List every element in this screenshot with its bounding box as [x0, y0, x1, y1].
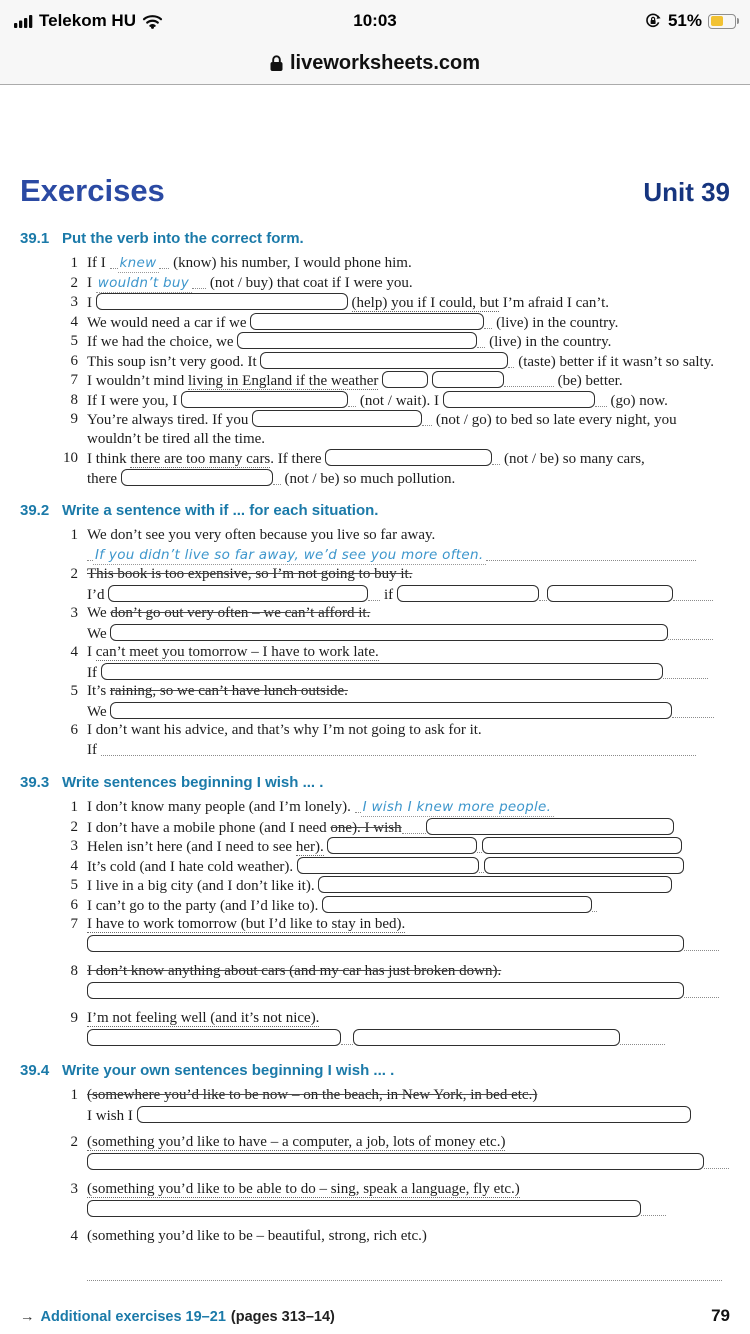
text-segment: raining, so we can’t have lunch outside. [109, 683, 348, 699]
exercise-item [20, 526, 730, 565]
text-segment: If we had the choice, we [87, 334, 238, 350]
answer-input-box[interactable] [432, 371, 504, 388]
handwritten-answer: knew [118, 255, 160, 273]
text-segment: If I were you, I [87, 392, 182, 409]
text-segment: I don’t know anything about cars (and my car has just broken down). [87, 963, 502, 979]
answer-input-box[interactable] [250, 313, 484, 330]
exercise-item [20, 391, 730, 411]
item-content [87, 565, 730, 604]
page-heading-row [20, 173, 730, 209]
item-number: 5 [70, 877, 78, 893]
answer-input-box[interactable] [252, 410, 422, 427]
item-line [87, 663, 730, 683]
item-content [87, 682, 730, 721]
item-number: 3 [70, 605, 78, 621]
answer-input-box[interactable] [96, 293, 348, 310]
text-segment: (something you’d like to be – beautiful, strong, rich etc.) [87, 1228, 427, 1244]
item-line [87, 1153, 730, 1173]
text-segment: (know) his number, I would phone him. [169, 255, 412, 271]
item-line [87, 546, 730, 566]
answer-input-box[interactable] [482, 837, 682, 854]
item-content [87, 857, 730, 877]
item-content [87, 915, 730, 954]
item-content [87, 896, 730, 916]
item-line [87, 837, 730, 857]
item-line [87, 430, 730, 450]
exercise-item [20, 274, 730, 294]
item-content [87, 721, 730, 760]
item-line [87, 371, 730, 391]
item-number: 2 [70, 1134, 78, 1150]
text-segment: I don’t know many people (and I’m lonely). [87, 799, 355, 815]
item-number: 7 [70, 372, 78, 388]
text-segment: (not / go) to bed so late every night, you [432, 412, 677, 428]
item-line [87, 352, 730, 372]
answer-input-box[interactable] [297, 857, 479, 874]
rotation-lock-icon [644, 12, 662, 30]
item-line [87, 1009, 730, 1029]
item-number: 6 [70, 722, 78, 738]
item-line [87, 1133, 730, 1153]
answer-input-box[interactable] [108, 585, 368, 602]
dotted-answer-line [704, 1155, 729, 1169]
text-segment: It’s [87, 683, 110, 699]
item-number: 1 [70, 799, 78, 815]
exercise-item [20, 604, 730, 643]
arrow-icon: → [20, 1308, 35, 1325]
text-segment: one). I wish [330, 819, 402, 836]
item-content [87, 1227, 730, 1286]
answer-input-box[interactable] [110, 702, 672, 719]
exercise-item [20, 643, 730, 682]
exercise-item [20, 1227, 730, 1286]
worksheet-page [0, 85, 750, 1334]
item-number: 1 [70, 1087, 78, 1103]
unit-label: Unit 39 [643, 177, 730, 207]
exercise-item [20, 332, 730, 352]
dotted-answer-line [592, 898, 597, 912]
item-line [87, 702, 730, 722]
answer-input-box[interactable] [87, 982, 684, 999]
text-segment: (something you’d like to be able to do – sing, speak a language, fly etc.) [87, 1181, 520, 1197]
handwritten-answer: I wish I knew more people. [361, 799, 555, 817]
text-segment: I wish I [87, 1107, 137, 1124]
battery-percent-label: 51% [667, 11, 702, 30]
sections [20, 229, 730, 1286]
answer-input-box[interactable] [137, 1106, 691, 1123]
dotted-answer-line [341, 1031, 353, 1045]
page-title: Exercises [20, 173, 165, 208]
item-line [87, 254, 730, 274]
item-line [87, 798, 730, 818]
answer-input-box[interactable] [87, 1200, 641, 1217]
exercise-item [20, 352, 730, 372]
text-segment: If [87, 741, 101, 758]
exercise-item [20, 293, 730, 313]
answer-input-box[interactable] [484, 857, 684, 874]
item-number: 4 [70, 857, 78, 874]
section-number: 39.2 [20, 502, 50, 519]
answer-input-box[interactable] [101, 663, 663, 680]
item-content [87, 274, 730, 294]
item-line [87, 410, 730, 430]
exercise-item [20, 371, 730, 391]
item-line [87, 741, 730, 761]
text-segment: (taste) better if it wasn’t so salty. [514, 353, 715, 370]
exercise-item [20, 1133, 730, 1172]
dotted-answer-line [159, 255, 169, 269]
battery-nub [737, 18, 740, 24]
status-bar [0, 0, 750, 42]
section-header [20, 773, 730, 793]
item-content [87, 1009, 730, 1048]
item-line [87, 915, 730, 935]
text-segment: (live) in the country. [492, 314, 619, 331]
text-segment: I [87, 644, 96, 660]
item-content [87, 391, 730, 411]
item-line [87, 565, 730, 585]
exercise-item [20, 915, 730, 954]
text-segment: You’re always tired. If you [87, 412, 253, 428]
item-number: 2 [70, 818, 78, 835]
text-segment: (something you’d like to have – a computer, a job, lots of money etc.) [87, 1134, 506, 1150]
text-segment: (go) now. [606, 392, 668, 409]
item-number: 4 [70, 644, 78, 660]
signal-strength-icon [14, 15, 33, 28]
handwritten-answer: If you didn’t live so far away, we’d see you more often. [93, 547, 486, 565]
item-line [87, 1266, 730, 1286]
text-segment: there [87, 470, 121, 487]
answer-input-box[interactable] [547, 585, 673, 602]
section-title: Write your own sentences beginning I wish ... . [62, 1062, 395, 1079]
item-line [87, 1086, 730, 1106]
dotted-answer-line [87, 1267, 722, 1281]
text-segment: If I [87, 255, 110, 271]
item-number: 4 [70, 1228, 78, 1244]
item-line [87, 896, 730, 916]
answer-input-box[interactable] [110, 624, 668, 641]
item-line [87, 876, 730, 896]
item-content [87, 604, 730, 643]
text-segment: I live in a big city (and I don’t like it). [87, 878, 319, 894]
exercise-item [20, 1180, 730, 1219]
item-line [87, 293, 730, 313]
item-content [87, 293, 730, 313]
item-line [87, 449, 730, 469]
answer-input-box[interactable] [260, 352, 508, 369]
text-segment: It’s cold (and I hate cold weather). [87, 858, 297, 875]
text-segment: I think [87, 451, 131, 467]
exercise-item [20, 1009, 730, 1048]
dotted-answer-line [402, 820, 426, 834]
exercise-item [20, 565, 730, 604]
item-content [87, 332, 730, 352]
exercise-item [20, 449, 730, 488]
text-segment: (be) better. [553, 373, 623, 389]
exercise-item [20, 410, 730, 449]
text-segment: there are too many cars [130, 451, 271, 467]
dotted-answer-line [663, 665, 708, 679]
section-title: Write sentences beginning I wish ... . [62, 774, 324, 791]
dotted-answer-line [422, 412, 432, 426]
item-line [87, 1227, 730, 1247]
text-segment: I don’t want his advice, and that’s why I’m not going to ask for it. [87, 722, 482, 738]
item-content [87, 371, 730, 391]
item-content [87, 962, 730, 1001]
section-title: Put the verb into the correct form. [62, 230, 304, 247]
exercise-section [20, 501, 730, 760]
text-segment: . If there [270, 451, 326, 467]
item-number: 7 [70, 916, 78, 932]
item-number: 10 [63, 450, 78, 466]
item-number: 1 [70, 255, 78, 271]
text-segment: (live) in the country. [485, 334, 612, 350]
dotted-answer-line [684, 937, 719, 951]
answer-input-box[interactable] [87, 1153, 704, 1170]
item-number: 9 [70, 1010, 78, 1026]
item-content [87, 313, 730, 333]
text-segment: can’t meet you tomorrow – I have to work late. [95, 644, 379, 660]
clock: 10:03 [353, 11, 397, 30]
status-left [14, 11, 163, 31]
item-number: 4 [70, 313, 78, 330]
additional-exercises-link[interactable]: Additional exercises 19–21 [40, 1308, 226, 1325]
dotted-answer-line [684, 984, 719, 998]
text-segment: We [87, 605, 111, 621]
item-line [87, 585, 730, 605]
answer-input-box[interactable] [237, 332, 477, 349]
page-footer [20, 1306, 730, 1326]
exercise-item [20, 798, 730, 818]
answer-input-box[interactable] [87, 1029, 341, 1046]
item-line [87, 962, 730, 982]
item-content [87, 1133, 730, 1172]
https-lock-icon [270, 55, 283, 72]
item-content [87, 410, 730, 449]
item-number: 1 [70, 527, 78, 543]
address-bar[interactable] [0, 42, 750, 85]
text-segment: This soup isn’t very good. It [87, 353, 261, 370]
carrier-label: Telekom HU [39, 11, 136, 30]
item-line [87, 469, 730, 489]
text-segment: (help) you if I could, but [351, 295, 499, 311]
text-segment: (not / buy) that coat if I were you. [206, 274, 413, 291]
item-content [87, 1180, 730, 1219]
item-number: 8 [70, 963, 78, 979]
item-content [87, 643, 730, 682]
exercise-item [20, 254, 730, 274]
item-content [87, 798, 730, 818]
item-line [87, 1029, 730, 1049]
text-segment: I’m afraid I can’t. [498, 295, 610, 311]
answer-input-box[interactable] [327, 837, 477, 854]
answer-input-box[interactable] [382, 371, 428, 388]
section-title: Write a sentence with if ... for each situation. [62, 502, 379, 519]
text-segment: I don’t have a mobile phone (and I need [87, 819, 331, 836]
section-header [20, 229, 730, 249]
item-number: 3 [70, 1181, 78, 1197]
exercise-item [20, 962, 730, 1001]
battery-icon [708, 14, 736, 29]
item-number: 3 [70, 838, 78, 854]
item-number: 9 [70, 411, 78, 427]
item-line [87, 1106, 730, 1126]
text-segment: I [87, 274, 96, 291]
text-segment: I’d [87, 586, 109, 603]
text-segment: We would need a car if we [87, 314, 251, 331]
item-line [87, 643, 730, 663]
answer-input-box[interactable] [318, 876, 672, 893]
item-number: 8 [70, 391, 78, 408]
status-right [644, 11, 736, 31]
text-segment: don’t go out very often – we can’t afford it. [110, 605, 371, 621]
text-segment: (not / wait). I [356, 392, 443, 409]
text-segment: I wouldn’t mind [87, 373, 188, 389]
item-line [87, 624, 730, 644]
exercise-item [20, 837, 730, 857]
exercise-section [20, 773, 730, 1048]
dotted-answer-line [504, 373, 554, 387]
exercise-section [20, 229, 730, 488]
item-number: 3 [70, 294, 78, 310]
item-content [87, 449, 730, 488]
item-number: 5 [70, 683, 78, 699]
exercise-item [20, 876, 730, 896]
text-segment: I can’t go to the party (and I’d like to). [87, 897, 323, 914]
exercise-item [20, 818, 730, 838]
item-content [87, 254, 730, 274]
section-header [20, 501, 730, 521]
item-line [87, 982, 730, 1002]
text-segment: Helen isn’t here (and I need to see [87, 839, 296, 855]
exercise-item [20, 682, 730, 721]
item-line [87, 1180, 730, 1200]
item-content [87, 352, 730, 372]
dotted-answer-line [348, 393, 356, 407]
answer-input-box[interactable] [121, 469, 273, 486]
text-segment: (not / be) so much pollution. [280, 470, 456, 487]
section-number: 39.3 [20, 774, 50, 791]
item-line [87, 1247, 730, 1267]
item-content [87, 837, 730, 857]
dotted-answer-line [110, 255, 118, 269]
answer-input-box[interactable] [322, 896, 592, 913]
footer-pages-label: (pages 313–14) [230, 1308, 335, 1325]
dotted-answer-line [673, 587, 713, 601]
text-segment: We [87, 703, 111, 720]
dotted-answer-line [101, 742, 696, 756]
text-segment: If [87, 664, 101, 681]
battery-fill [711, 16, 723, 26]
section-number: 39.1 [20, 230, 50, 247]
answer-input-box[interactable] [181, 391, 348, 408]
handwritten-answer: wouldn’t buy [96, 275, 192, 293]
exercise-item [20, 896, 730, 916]
text-segment: We don’t see you very often because you live so far away. [87, 527, 436, 543]
text-segment [348, 295, 352, 311]
dotted-answer-line [539, 587, 547, 601]
text-segment: I [87, 295, 96, 311]
dotted-answer-line [486, 547, 696, 561]
text-segment: We [87, 625, 111, 642]
item-number: 6 [70, 352, 78, 369]
text-segment: her). [295, 839, 324, 855]
dotted-answer-line [620, 1031, 665, 1045]
text-segment: This book is too expensive, so I’m not going to buy it. [87, 566, 413, 582]
item-line [87, 1200, 730, 1220]
item-number: 2 [70, 566, 78, 582]
exercise-item [20, 313, 730, 333]
item-line [87, 604, 730, 624]
text-segment: living in England if the weather [187, 373, 379, 389]
text-segment: I’m not feeling well (and it’s not nice). [87, 1010, 320, 1026]
item-content [87, 1086, 730, 1125]
text-segment: wouldn’t be tired all the time. [87, 430, 266, 447]
item-line [87, 857, 730, 877]
text-segment: I have to work tomorrow (but I’d like to stay in bed). [87, 916, 406, 932]
item-number: 6 [70, 896, 78, 913]
dotted-answer-line [668, 626, 713, 640]
item-number: 2 [70, 274, 78, 291]
answer-input-box[interactable] [353, 1029, 620, 1046]
answer-input-box[interactable] [426, 818, 674, 835]
dotted-answer-line [672, 704, 714, 718]
dotted-answer-line [273, 471, 281, 485]
section-header [20, 1061, 730, 1081]
dotted-answer-line [641, 1202, 666, 1216]
item-number: 5 [70, 333, 78, 349]
item-line [87, 313, 730, 333]
answer-input-box[interactable] [325, 449, 492, 466]
url-domain: liveworksheets.com [289, 51, 481, 74]
answer-input-box[interactable] [397, 585, 539, 602]
dotted-answer-line [192, 275, 206, 289]
item-content [87, 876, 730, 896]
answer-input-box[interactable] [87, 935, 684, 952]
item-line [87, 274, 730, 294]
text-segment: (somewhere you’d like to be now – on the beach, in New York, in bed etc.) [87, 1087, 538, 1103]
text-segment: (not / be) so many cars, [500, 451, 645, 467]
section-number: 39.4 [20, 1062, 50, 1079]
item-line [87, 391, 730, 411]
item-line [87, 682, 730, 702]
item-line [87, 935, 730, 955]
item-line [87, 818, 730, 838]
wifi-icon [142, 14, 163, 29]
item-line [87, 332, 730, 352]
item-content [87, 818, 730, 838]
dotted-answer-line [595, 393, 607, 407]
dotted-answer-line [368, 587, 380, 601]
page-number: 79 [711, 1305, 730, 1325]
item-content [87, 526, 730, 565]
answer-input-box[interactable] [443, 391, 595, 408]
dotted-answer-line [355, 799, 361, 813]
exercise-section [20, 1061, 730, 1286]
exercise-item [20, 1086, 730, 1125]
exercise-item [20, 721, 730, 760]
item-line [87, 721, 730, 741]
text-segment: if [380, 586, 397, 603]
exercise-item [20, 857, 730, 877]
item-line [87, 526, 730, 546]
